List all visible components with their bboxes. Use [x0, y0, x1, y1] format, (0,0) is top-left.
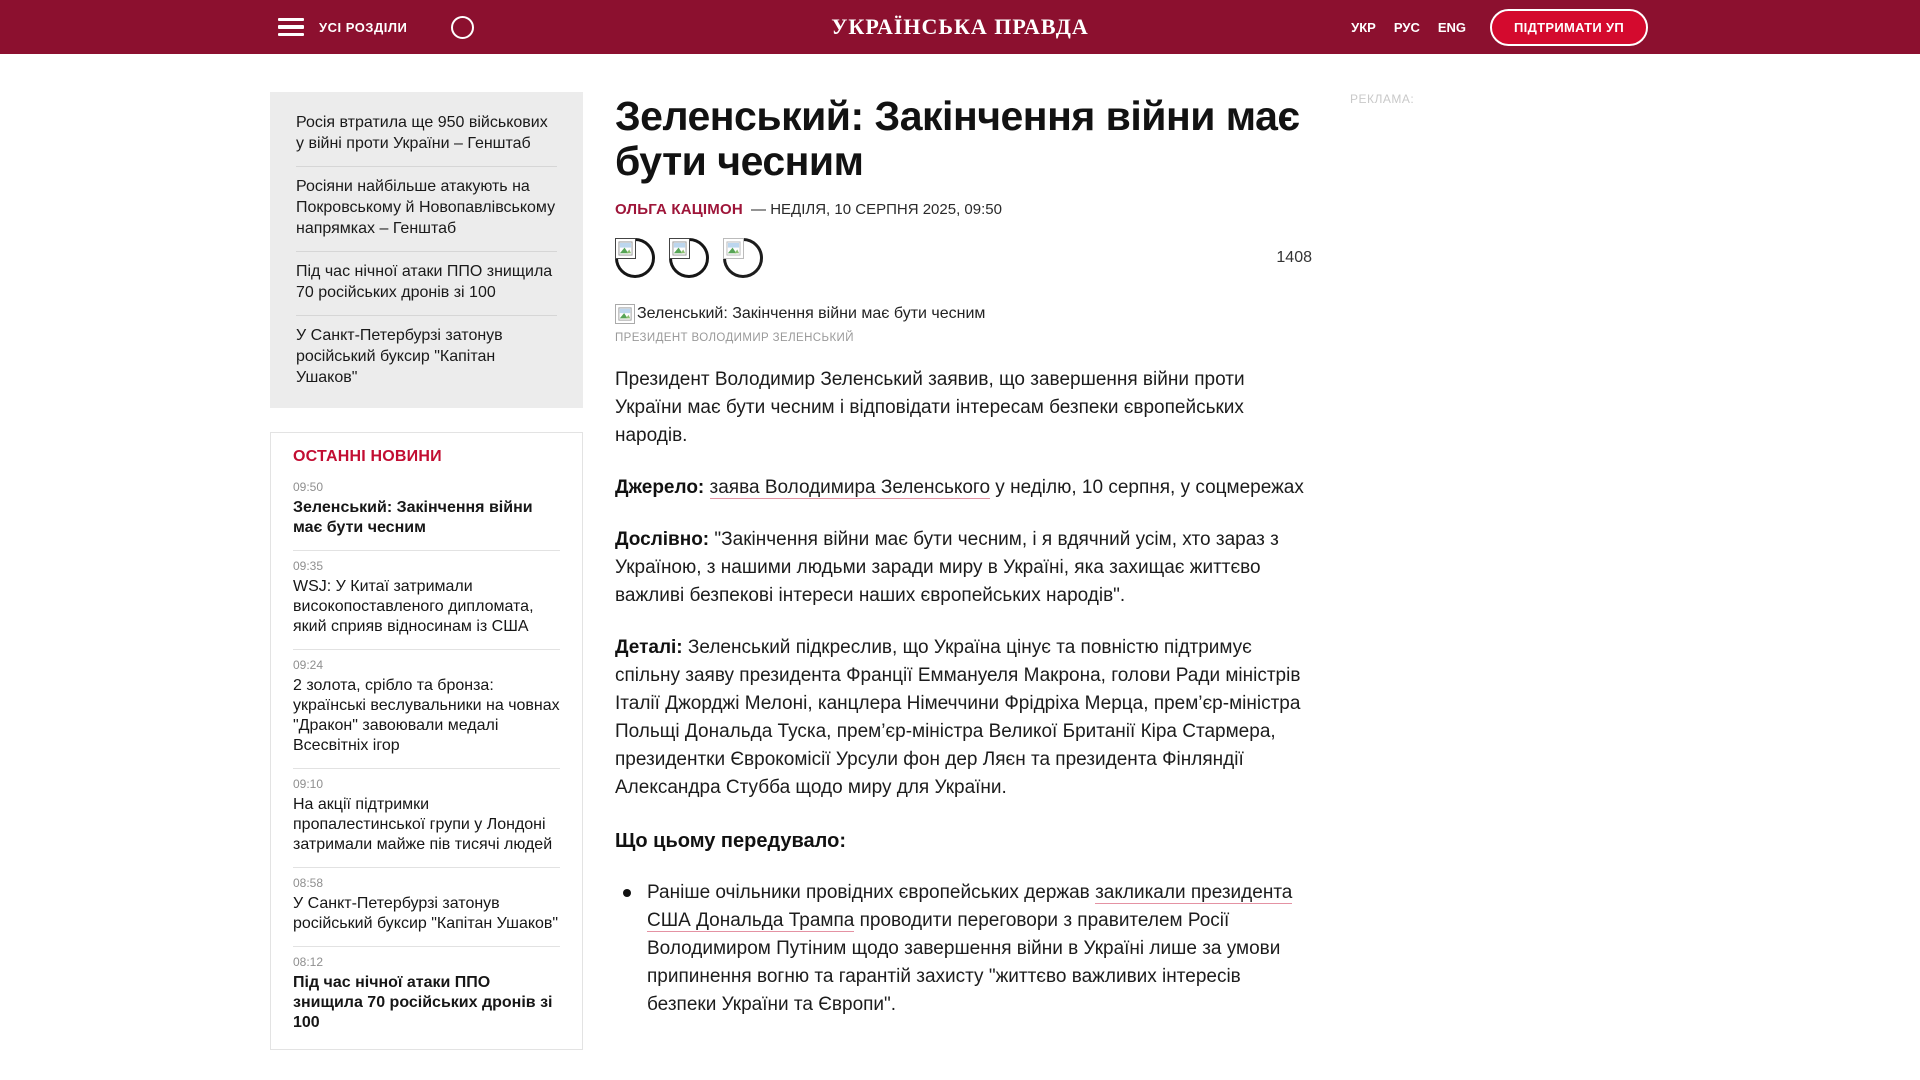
top-news-box — [270, 92, 583, 408]
top-news-item[interactable]: У Санкт-Петербурзі затонув російський буксир "Капітан Ушаков" — [296, 327, 503, 386]
details-label: Деталі: — [615, 637, 683, 658]
left-sidebar — [270, 92, 583, 1050]
top-bar — [0, 0, 1920, 54]
view-count: 1408 — [1276, 249, 1312, 266]
top-news-item[interactable]: Росіяни найбільше атакують на Покровському й Новопавлівському напрямках – Генштаб — [296, 167, 557, 252]
news-timestamp: 09:10 — [293, 777, 324, 791]
broken-image-icon — [723, 238, 744, 259]
bullet-dot — [623, 889, 631, 897]
paragraph-source — [615, 474, 1312, 502]
bullet-link[interactable]: закликали президента США Дональда Трампа — [647, 882, 1293, 931]
news-timestamp: 08:58 — [293, 876, 324, 890]
latest-news-item[interactable] — [293, 868, 560, 947]
news-title: Під час нічної атаки ППО знищила 70 російських дронів зі 100 — [293, 974, 553, 1031]
news-title: Зеленський: Закінчення війни має бути чесним — [293, 499, 533, 536]
broken-image-icon — [669, 238, 690, 259]
broken-image-icon — [615, 238, 636, 259]
bullet-rest: проводити переговори з правителем Росії Володимиром Путіним щодо завершення війни в Україні лише за умови припинення вогню та гарантій захисту "життєво важливих інтересів безпеки України та Європи". — [647, 910, 1281, 1015]
publish-date: — НЕДІЛЯ, 10 СЕРПНЯ 2025, 09:50 — [751, 201, 1002, 218]
news-title: На акції підтримки пропалестинської групи у Лондоні затримали майже пів тисячі людей — [293, 796, 553, 853]
news-timestamp: 09:35 — [293, 559, 324, 573]
share-twitter-icon[interactable] — [669, 238, 709, 278]
bullet-start: Раніше очільники провідних європейських держав — [647, 882, 1096, 903]
latest-news-item[interactable] — [293, 472, 560, 551]
source-label: Джерело: — [615, 477, 705, 498]
latest-news-item[interactable] — [293, 650, 560, 769]
share-facebook-icon[interactable] — [615, 238, 655, 278]
lang-rus-link[interactable]: РУС — [1393, 19, 1420, 35]
ad-label: РЕКЛАМА: — [1350, 92, 1415, 106]
paragraph-verbatim — [615, 526, 1312, 610]
broken-image-icon — [615, 304, 635, 324]
share-telegram-icon[interactable] — [723, 238, 763, 278]
verbatim-text: "Закінчення війни має бути чесним, і я вдячний усім, хто зараз з Україною, з нашими людьми заради миру в Україні, яка захищає життєво важливі безпекові інтереси наших європейських народів". — [615, 529, 1279, 606]
news-title: 2 золота, срібло та бронза: українські веслувальники на човнах "Дракон" завоювали медалі Всесвітніх ігор — [293, 677, 560, 754]
article-image — [615, 304, 1312, 344]
article-body — [615, 366, 1312, 1019]
hamburger-menu-icon[interactable] — [278, 18, 304, 37]
news-title: WSJ: У Китаї затримали високопоставленого дипломата, який сприяв відносинам із США — [293, 578, 534, 635]
top-news-item[interactable]: Росія втратила ще 950 військових у війні проти України – Генштаб — [296, 112, 557, 167]
paragraph-details — [615, 634, 1312, 802]
latest-news-box — [270, 432, 583, 1050]
all-sections-button[interactable]: УСІ РОЗДІЛИ — [319, 19, 408, 35]
latest-news-item[interactable] — [293, 551, 560, 650]
byline — [615, 201, 1312, 218]
support-up-button[interactable]: ПІДТРИМАТИ УП — [1490, 9, 1648, 46]
site-logo[interactable]: УКРАЇНСЬКА ПРАВДА — [831, 14, 1089, 39]
author-link[interactable]: ОЛЬГА КАЦІМОН — [615, 201, 743, 218]
latest-news-heading: ОСТАННІ НОВИНИ — [293, 448, 442, 465]
news-timestamp: 09:24 — [293, 658, 324, 672]
preceded-heading: Що цьому передувало: — [615, 830, 846, 852]
latest-news-item[interactable] — [293, 769, 560, 868]
image-alt-text: Зеленський: Закінчення війни має бути чесним — [637, 305, 986, 322]
source-rest: у неділю, 10 серпня, у соцмережах — [990, 477, 1304, 498]
article-title: Зеленський: Закінчення війни має бути чесним — [615, 93, 1300, 184]
details-text: Зеленський підкреслив, що Україна цінує та повністю підтримує спільну заяву президента Франції Еммануеля Макрона, голови Ради міністрів Італії Джорджі Мелоні, канцлера Німеччини Фрідріха Мерца, прем’єр-міністра Польщі Дональда Туска, прем’єр-міністра Великої Британії Кіра Стармера, президентки Єврокомісії Урсули фон дер Ляєн та президента Фінляндії Александра Стубба щодо миру для України. — [615, 637, 1301, 798]
paragraph-intro — [615, 366, 1312, 450]
bullet-item — [615, 879, 1312, 1019]
verbatim-label: Дослівно: — [615, 529, 710, 550]
share-bar — [615, 238, 1312, 278]
news-title: У Санкт-Петербурзі затонув російський буксир "Капітан Ушаков" — [293, 895, 559, 932]
top-news-item[interactable]: Під час нічної атаки ППО знищила 70 російських дронів зі 100 — [296, 252, 557, 316]
news-timestamp: 09:50 — [293, 480, 324, 494]
lang-ukr-link[interactable]: УКР — [1351, 19, 1376, 35]
search-icon[interactable] — [451, 16, 474, 39]
image-caption: ПРЕЗИДЕНТ ВОЛОДИМИР ЗЕЛЕНСЬКИЙ — [615, 332, 854, 344]
intro-text: Президент Володимир Зеленський заявив, що завершення війни проти України має бути чесним і відповідати інтересам безпеки європейських народів. — [615, 369, 1245, 446]
news-timestamp: 08:12 — [293, 955, 324, 969]
source-link[interactable]: заява Володимира Зеленського — [709, 477, 991, 498]
latest-news-item[interactable] — [293, 947, 560, 1039]
article — [615, 92, 1312, 1043]
lang-eng-link[interactable]: ENG — [1437, 19, 1467, 35]
